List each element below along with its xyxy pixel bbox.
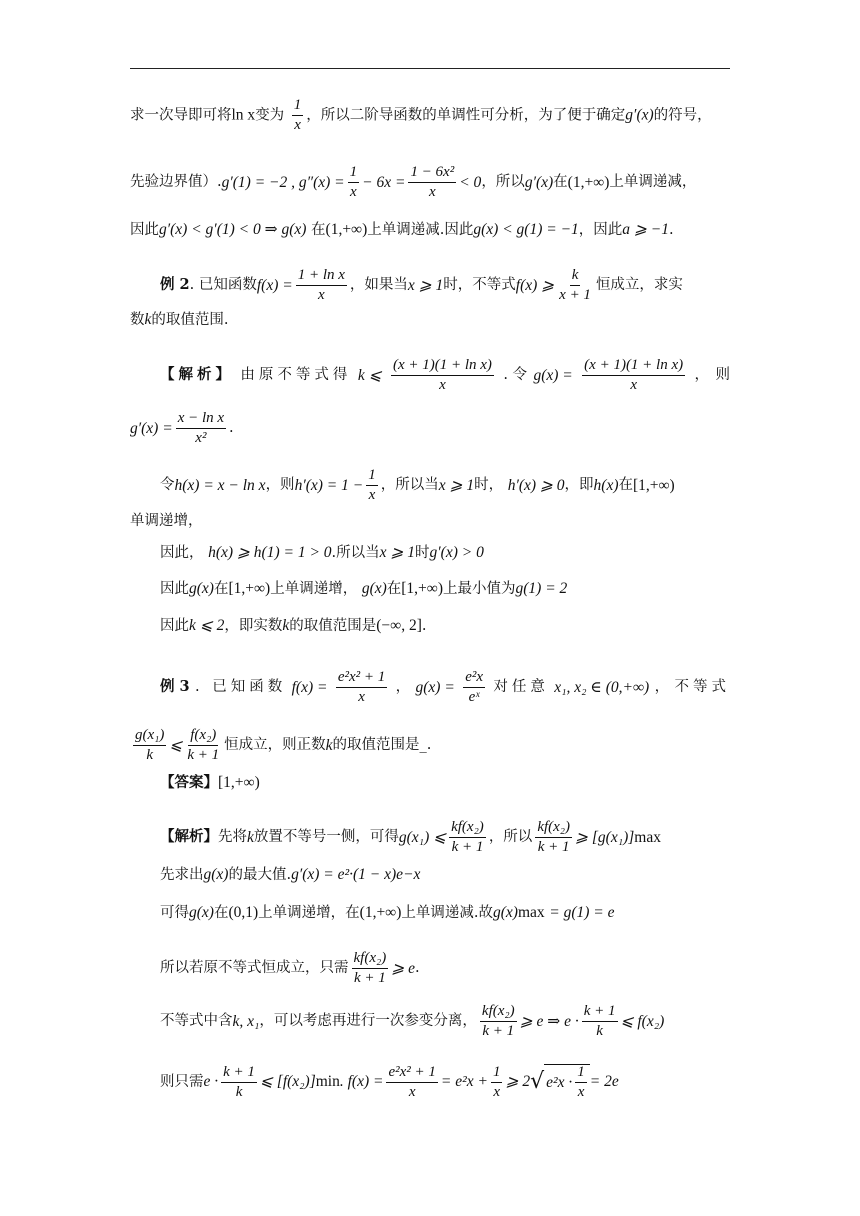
text: 在	[213, 904, 229, 921]
text: ，如果当	[349, 277, 408, 294]
text-line-11	[160, 581, 730, 597]
math: g′(x) = e²·(1 − x)e	[291, 866, 404, 883]
text: 的取值范围是	[289, 617, 377, 634]
math: f(x) ⩾	[515, 276, 555, 294]
text: 上最小值为	[443, 580, 516, 597]
fraction: $\frac{1}{x}$	[577, 1064, 585, 1100]
text-line-21: 则只需 e · $\frac{k + 1}{k}$ ⩽ [f(x₂)] min . f(x) = $\frac{\text{e²x² + 1}}{x}$ = e²x + $\frac{1}{x}$ ⩾ 2 √ e²x · $\frac{1}{x}$ = 2e	[160, 1063, 619, 1100]
math: e ·	[203, 1073, 219, 1091]
math: k	[247, 828, 254, 846]
fraction: $\frac{\text{kf(x₂)}}{k + 1}$	[451, 819, 484, 855]
math: k	[144, 311, 152, 328]
text: 上单调递减.因此	[367, 221, 474, 238]
text-line-3	[130, 222, 730, 238]
text: .	[229, 420, 234, 437]
math: (1,+∞)	[567, 173, 610, 191]
math: g′(x) =	[130, 419, 173, 437]
text: ，	[694, 367, 710, 384]
text-line-20	[160, 1004, 730, 1039]
math: k, x₁	[232, 1012, 260, 1030]
math: ln x	[231, 106, 256, 124]
text: 恒成立，则正数	[224, 737, 326, 754]
math: ⩾ [g(x₁)]	[575, 828, 635, 846]
text-line-1	[130, 98, 730, 133]
subscript: max	[517, 904, 545, 921]
fraction: $\frac{\text{e²x² + 1}}{x}$	[388, 1063, 436, 1100]
text: 放置不等号一侧，可得	[253, 829, 399, 846]
text: 在	[213, 580, 229, 597]
fraction: $\frac{\text{kf(x₂)}}{k + 1}$	[537, 819, 571, 855]
math: h(x) = x − ln x	[174, 476, 266, 494]
text: 时，不等式	[443, 277, 516, 294]
example-2-heading	[160, 268, 730, 303]
math: g(x)	[189, 904, 214, 921]
math: ⩾ e ⇒ e ·	[519, 1012, 579, 1030]
text-line-10	[160, 545, 730, 561]
fraction: $\frac{1}{x}$	[293, 97, 302, 133]
text: ，所以	[481, 174, 525, 191]
fraction: $\frac{\text{g(x₁)}}{k}$	[135, 727, 165, 763]
math: g′(x)	[524, 173, 554, 191]
math: [1,+∞)	[632, 476, 675, 494]
math: < 0	[459, 173, 482, 191]
text: 则只需	[160, 1073, 204, 1090]
text: ，所以二阶导函数的单调性可分析，为了便于确定	[306, 107, 626, 124]
math: g(1) = 2	[515, 580, 568, 597]
math: g(x)	[189, 580, 214, 597]
text: . 令	[503, 367, 528, 384]
math: x ⩾ 1	[379, 544, 416, 561]
text: ，	[395, 679, 411, 696]
fraction: $\frac{1}{x}$	[349, 164, 358, 200]
math: g′(x) > 0	[429, 544, 484, 561]
math: ⩾ 2	[505, 1073, 531, 1091]
header-rule	[130, 68, 730, 69]
math: [1,+∞)	[218, 774, 260, 791]
analysis-label: 【解析】	[160, 366, 234, 384]
text: 上单调递增，在	[258, 904, 360, 921]
math: f(x) =	[256, 276, 293, 294]
text: 上单调递增，	[270, 580, 358, 597]
math: k ⩽ 2	[189, 617, 225, 634]
text: ，所以当	[380, 477, 439, 494]
math: a ⩾ −1	[622, 221, 669, 238]
text: 求一次导即可将	[130, 107, 232, 124]
text: 先将	[218, 829, 247, 846]
text-line-12	[160, 618, 730, 634]
text: 数	[130, 311, 145, 328]
text: ，即	[564, 477, 594, 494]
text: 令	[160, 477, 175, 494]
math: k	[325, 736, 333, 754]
text: 的取值范围是_.	[332, 737, 432, 754]
math: − 6x =	[362, 173, 406, 191]
text: 上单调递减，	[609, 174, 697, 191]
text: . 已知函数	[195, 679, 287, 696]
math: (−∞, 2]	[376, 617, 422, 634]
math: (0,1)	[228, 904, 259, 921]
text-line-9	[130, 514, 730, 529]
text: ，可以考虑再进行一次参变分离，	[259, 1013, 477, 1030]
text: 单调递增，	[130, 513, 203, 529]
text: 变为	[255, 107, 285, 124]
math: g(x)	[361, 580, 387, 597]
text: 因此，	[160, 544, 204, 561]
math: x ⩾ 1	[438, 476, 475, 494]
text: 则	[715, 367, 730, 384]
math: f(x) =	[291, 678, 328, 696]
math: h(x)	[593, 476, 619, 494]
sqrt-radicand	[544, 1064, 590, 1100]
math: g(x)	[203, 866, 229, 883]
math: ⩽ f(x₂)	[620, 1012, 665, 1030]
text: 对任意	[493, 679, 549, 696]
example-label: 例 3	[160, 678, 190, 696]
math: g(x)	[493, 904, 518, 921]
text: .	[414, 960, 420, 977]
math: x ⩾ 1	[407, 276, 444, 294]
fraction: $\frac{\text{kf(x₂)}}{k + 1}$	[353, 950, 387, 986]
math: g′(x)	[625, 106, 654, 124]
math: x₁, x₂ ∈ (0,+∞)	[554, 678, 650, 696]
text: 因此	[130, 221, 159, 238]
fraction: $\frac{1}{x}$	[368, 467, 376, 503]
fraction: $\frac{\text{e²x² + 1}}{x}$	[337, 669, 386, 705]
text: 在	[553, 174, 568, 191]
text-line-8	[160, 468, 730, 503]
text: 在	[311, 221, 326, 238]
analysis-line-16	[160, 820, 730, 855]
math: h′(x) = 1 −	[294, 476, 364, 494]
answer-line	[160, 775, 730, 791]
fraction: $\frac{1}{x}$	[492, 1063, 501, 1100]
text: ，即实数	[224, 617, 283, 634]
math: ⩾ e	[391, 959, 415, 977]
fraction: $\frac{\text{(x + 1)(1 + ln x)}}{x}$	[584, 357, 684, 393]
math: h(x) ⩾ h(1) = 1 > 0	[208, 544, 332, 561]
text: ，	[654, 679, 670, 696]
text: ，所以	[488, 829, 533, 846]
math: k ⩽	[357, 366, 382, 384]
text: 的符号，	[653, 107, 712, 124]
superscript: −x	[403, 866, 421, 883]
fraction: $\frac{\text{(x + 1)(1 + ln x)}}{x}$	[392, 357, 492, 393]
fraction: $\frac{\text{e²x}}{\text{eˣ}}$	[465, 669, 483, 705]
answer-label: 【答案】	[160, 773, 218, 791]
text-line-17	[160, 867, 730, 883]
fraction: $\frac{\text{x − ln x}}{\text{x²}}$	[177, 410, 225, 446]
example-label: 例 2	[160, 276, 190, 294]
math: h′(x) ⩾ 0	[507, 476, 565, 494]
text: 所以若原不等式恒成立，只需	[160, 960, 349, 977]
math: (1,+∞)	[325, 221, 368, 238]
text: .	[669, 221, 674, 238]
text: . 已知函数	[189, 277, 257, 294]
text-line-5	[130, 312, 730, 328]
text: 在	[618, 477, 633, 494]
text: 的最大值.	[228, 866, 292, 883]
text: 不等式	[674, 679, 730, 696]
text: .	[421, 617, 427, 634]
text: ，则	[265, 477, 295, 494]
math: [1,+∞)	[228, 580, 271, 597]
math: g′(1) = −2 , g″(x) =	[221, 173, 345, 191]
math: g(x₁) ⩽	[398, 828, 447, 846]
text-line-19	[160, 951, 730, 986]
analysis-line-6	[160, 358, 730, 393]
fraction: $\frac{k}{x + 1}$	[559, 267, 591, 303]
text: 恒成立，求实	[595, 277, 683, 294]
example-3-heading	[160, 670, 730, 705]
math: e²x ·	[546, 1073, 573, 1091]
text: 的取值范围.	[151, 311, 229, 328]
fraction: $\frac{k + 1}{k}$	[583, 1003, 616, 1039]
text: 不等式中含	[160, 1013, 233, 1030]
text: 时，	[474, 477, 504, 494]
math: ⩽	[169, 736, 183, 754]
text: 先验边界值）.	[130, 174, 222, 191]
math: g(x) =	[415, 678, 455, 696]
text: 先求出	[160, 866, 204, 883]
subscript: max	[634, 828, 661, 846]
math: g(x) < g(1) = −1	[473, 221, 579, 238]
text-line-14	[130, 728, 730, 763]
text: 因此	[160, 617, 189, 634]
text-line-2	[130, 165, 730, 200]
analysis-label: 【解析】	[160, 828, 218, 846]
text-line-7	[130, 411, 730, 446]
math: g(x) =	[533, 366, 573, 384]
text: 在	[386, 580, 402, 597]
math: = 2e	[589, 1073, 619, 1091]
math: = e²x +	[440, 1073, 488, 1091]
text: 可得	[160, 904, 189, 921]
math: . f(x) =	[339, 1073, 384, 1091]
text-line-18	[160, 905, 730, 921]
math: (1,+∞)	[359, 904, 402, 921]
math: [1,+∞)	[401, 580, 444, 597]
text: 因此	[160, 580, 189, 597]
text: ，因此	[578, 221, 623, 238]
text: .所以当	[331, 544, 380, 561]
math: ⩽ [f(x₂)]	[259, 1073, 316, 1091]
math: k	[282, 617, 290, 634]
text: 由原不等式得	[240, 367, 352, 384]
math: g′(x) < g′(1) < 0 ⇒ g(x)	[159, 221, 307, 238]
fraction: $\frac{\text{1 + ln x}}{x}$	[297, 267, 345, 303]
fraction: $\frac{\text{f(x₂)}}{k + 1}$	[187, 727, 220, 763]
fraction: $\frac{\text{1 − 6x²}}{x}$	[410, 164, 455, 200]
text: 时	[415, 544, 430, 561]
text: 上单调递减.故	[401, 904, 494, 921]
fraction: $\frac{\text{kf(x₂)}}{k + 1}$	[481, 1003, 515, 1039]
subscript: min	[315, 1073, 340, 1091]
math: = g(1) = e	[549, 904, 615, 921]
fraction: $\frac{k + 1}{k}$	[223, 1063, 255, 1100]
